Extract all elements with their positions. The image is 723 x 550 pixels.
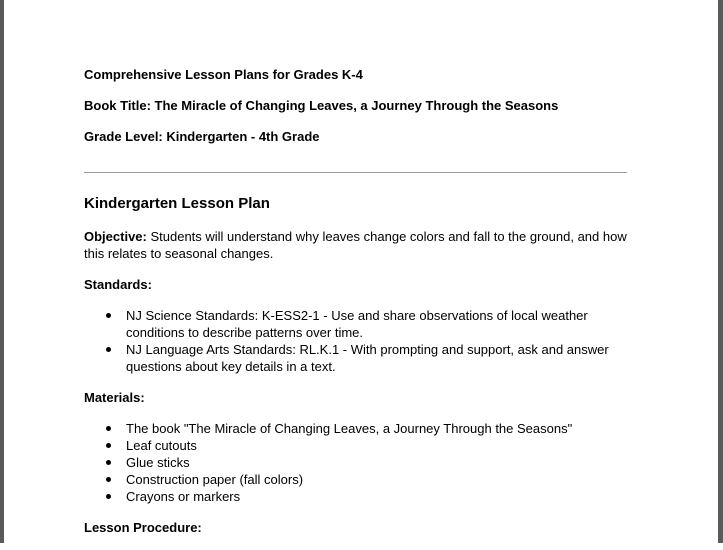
standard-text: NJ Language Arts Standards: RL.K.1 - With prompting and support, ask and answer questions about key details in a text. <box>126 342 609 374</box>
bullet-icon <box>106 443 111 448</box>
viewer-right-border <box>718 0 723 543</box>
materials-list <box>84 420 644 505</box>
kindergarten-section <box>84 194 644 550</box>
bullet-icon <box>106 347 111 352</box>
material-text: Leaf cutouts <box>126 438 197 453</box>
material-text: Construction paper (fall colors) <box>126 472 304 487</box>
document-title: Comprehensive Lesson Plans for Grades K-4 <box>84 67 363 82</box>
standards-list <box>84 307 644 375</box>
list-item <box>84 454 644 471</box>
bullet-icon <box>106 426 111 431</box>
list-item <box>84 488 644 505</box>
list-item <box>84 341 644 375</box>
standard-text: NJ Science Standards: K-ESS2-1 - Use and share observations of local weather conditions to describe patterns over time. <box>126 308 588 340</box>
objective-text: Students will understand why leaves change colors and fall to the ground, and how this relates to seasonal changes. <box>84 229 627 261</box>
bullet-icon <box>106 494 111 499</box>
horizontal-divider <box>84 172 627 173</box>
materials-heading: Materials: <box>84 390 145 405</box>
book-title: Book Title: The Miracle of Changing Leaves, a Journey Through the Seasons <box>84 98 559 113</box>
list-item <box>84 420 644 437</box>
material-text: The book "The Miracle of Changing Leaves, a Journey Through the Seasons" <box>126 421 573 436</box>
standards-heading: Standards: <box>84 277 152 292</box>
list-item <box>84 437 644 454</box>
list-item <box>84 471 644 488</box>
list-item <box>84 307 644 341</box>
bullet-icon <box>106 313 111 318</box>
procedure-heading: Lesson Procedure: <box>84 520 202 535</box>
objective-paragraph <box>84 228 644 262</box>
bullet-icon <box>106 477 111 482</box>
material-text: Glue sticks <box>126 455 190 470</box>
section-heading: Kindergarten Lesson Plan <box>84 195 270 212</box>
material-text: Crayons or markers <box>126 489 241 504</box>
bullet-icon <box>106 460 111 465</box>
grade-level: Grade Level: Kindergarten - 4th Grade <box>84 129 320 144</box>
document-header <box>84 66 644 145</box>
objective-label: Objective: <box>84 229 147 244</box>
